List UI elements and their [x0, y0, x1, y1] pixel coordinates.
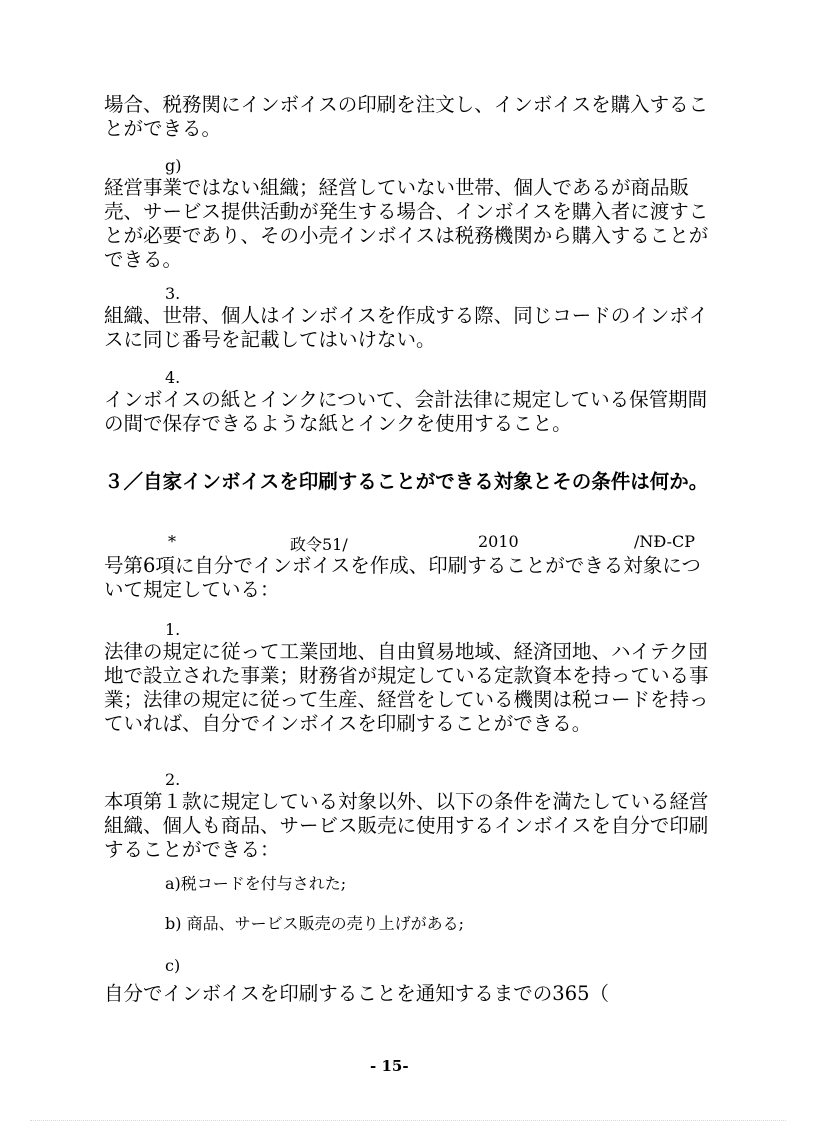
reference-star: * — [168, 532, 176, 551]
paragraph-paper-ink: インボイスの紙とインクについて、会計法律に規定している保管期間の間で保存できるような紙とインクを使用すること。 — [104, 388, 708, 435]
reference-year: 2010 — [478, 532, 519, 551]
reference-code: /NĐ-CP — [634, 532, 696, 551]
condition-b: b) 商品、サービス販売の売り上げがある; — [165, 914, 464, 933]
page-bottom-divider — [30, 1120, 786, 1121]
item-marker-4: 4. — [165, 368, 181, 387]
item-marker-2: 2. — [165, 770, 181, 789]
condition-c-text: 自分でインボイスを印刷することを通知するまでの365（ — [104, 982, 610, 1005]
condition-c-marker: c) — [165, 956, 181, 975]
condition-a: a)税コードを付与された; — [165, 874, 347, 893]
paragraph-numbering: 組織、世帯、個人はインボイスを作成する際、同じコードのインボイスに同じ番号を記載してはいけない。 — [104, 304, 709, 351]
section-heading: ３／自家インボイスを印刷することができる対象とその条件は何か。 — [104, 470, 709, 493]
decree-reference-row — [104, 532, 716, 554]
item-marker-g: g) — [165, 156, 182, 175]
page-number: - 15- — [370, 1057, 409, 1075]
reference-decree: 政令51/ — [290, 535, 348, 554]
paragraph-eligible-entities: 法律の規定に従って工業団地、自由貿易地域、経済団地、ハイテク団地で設立された事業；財務省が規定している定款資本を持っている事業；法律の規定に従って生産、経営をしている機関は税コードを持っていれば、自分でインボイスを印刷することができる。 — [104, 640, 709, 735]
paragraph-other-conditions: 本項第１款に規定している対象以外、以下の条件を満たしている経営組織、個人も商品、サービス販売に使用するインボイスを自分で印刷することができる： — [104, 790, 709, 861]
paragraph-non-business: 経営事業ではない組織；経営していない世帯、個人であるが商品販売、サービス提供活動が発生する場合、インボイスを購入者に渡すことが必要であり、その小売インボイスは税務機関から購入することができる。 — [104, 176, 709, 271]
item-marker-1: 1. — [165, 620, 181, 639]
paragraph-decree-scope: 号第6項に自分でインボイスを作成、印刷することができる対象について規定している： — [104, 554, 701, 601]
paragraph-invoice-order: 場合、税務関にインボイスの印刷を注文し、インボイスを購入することができる。 — [104, 93, 709, 140]
item-marker-3: 3. — [165, 284, 181, 303]
